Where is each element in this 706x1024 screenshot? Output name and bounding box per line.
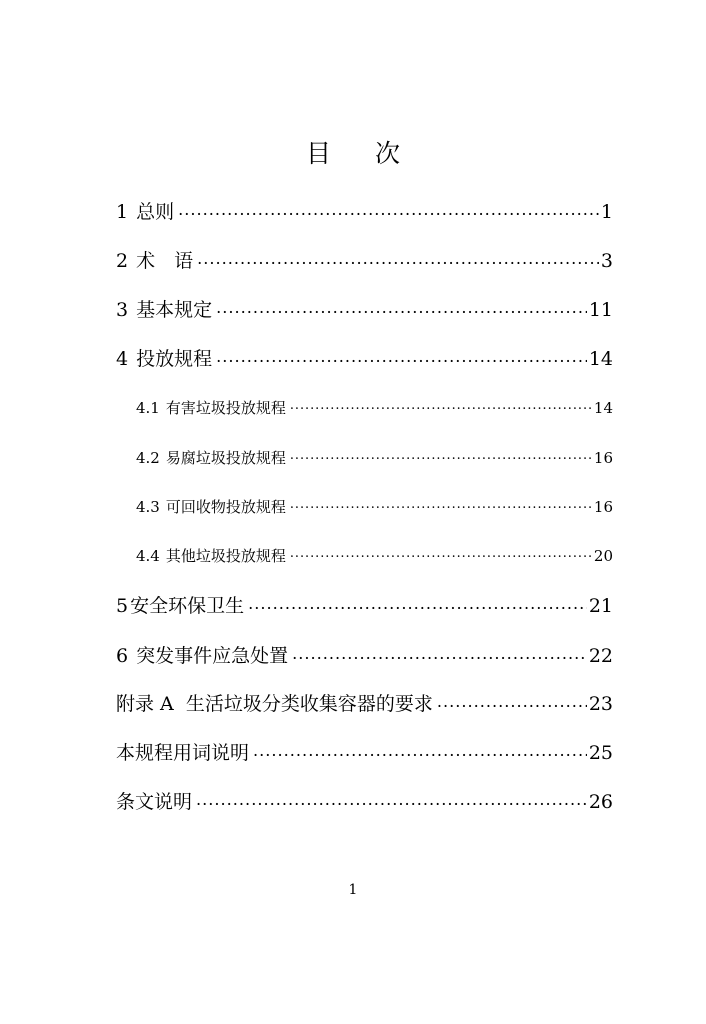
toc-entry-title: 有害垃圾投放规程: [165, 399, 286, 417]
toc-entry-clause-explanation[interactable]: [116, 788, 613, 816]
toc-entry-label: [116, 296, 212, 324]
dot-leader: [290, 398, 592, 413]
toc-entry-disposal-rules[interactable]: [116, 345, 613, 373]
toc-entry-title: 基本规定: [136, 299, 213, 321]
toc-entry-title: 附录 A 生活垃圾分类收集容器的要求: [116, 693, 433, 715]
toc-entry-label: [116, 345, 212, 373]
toc-entry-number: 4.4: [136, 547, 160, 565]
toc-entry-page: 23: [588, 693, 613, 715]
toc-subentry-hazardous[interactable]: [136, 396, 613, 420]
toc-entry-page: 20: [593, 547, 613, 565]
toc-entry-page: 21: [588, 595, 613, 617]
dot-leader: [290, 448, 592, 463]
toc-entry-number: 4: [116, 348, 129, 370]
dot-leader: [253, 740, 587, 759]
toc-entry-title: 本规程用词说明: [116, 742, 250, 764]
toc-entry-page: 22: [588, 645, 613, 667]
toc-entry-label: [116, 690, 433, 718]
dot-leader: [290, 546, 592, 561]
toc-entry-number: 4.3: [136, 498, 160, 516]
dot-leader: [292, 643, 587, 662]
toc-entry-page: 16: [593, 498, 613, 516]
toc-subentry-other-waste[interactable]: [136, 544, 613, 568]
toc-entry-label: [116, 198, 174, 226]
dot-leader: [437, 691, 587, 710]
toc-entry-appendix-a[interactable]: [116, 690, 613, 718]
toc-entry-title: 条文说明: [116, 791, 193, 813]
toc-entry-page: 1: [600, 201, 613, 223]
toc-subentry-perishable[interactable]: [136, 446, 613, 470]
toc-entry-title: 其他垃圾投放规程: [165, 547, 286, 565]
toc-entry-page: 11: [588, 299, 613, 321]
toc-entry-title: 突发事件应急处置: [136, 645, 289, 667]
toc-entry-title: 术 语: [136, 250, 194, 272]
dot-leader: [248, 593, 587, 612]
toc-entry-label: [136, 544, 286, 568]
toc-entry-page: 25: [588, 742, 613, 764]
toc-entry-number: 3: [116, 299, 129, 321]
toc-entry-general[interactable]: [116, 198, 613, 226]
toc-entry-page: 14: [593, 399, 613, 417]
dot-leader: [216, 346, 587, 365]
toc-entry-title: 投放规程: [136, 348, 213, 370]
toc-entry-label: [136, 446, 286, 470]
toc-entry-emergency[interactable]: [116, 642, 613, 670]
toc-entry-title: 易腐垃圾投放规程: [165, 449, 286, 467]
toc-entry-page: 26: [588, 791, 613, 813]
toc-entry-label: [116, 592, 244, 620]
toc-entry-number: 6: [116, 645, 129, 667]
toc-entry-page: 14: [588, 348, 613, 370]
toc-entry-number: 4.1: [136, 399, 160, 417]
toc-entry-page: 3: [600, 250, 613, 272]
toc-entry-label: [116, 739, 249, 767]
dot-leader: [196, 789, 587, 808]
toc-entry-label: [116, 788, 192, 816]
toc-entry-safety[interactable]: [116, 592, 613, 620]
toc-entry-label: [136, 396, 286, 420]
toc-entry-basic-rules[interactable]: [116, 296, 613, 324]
dot-leader: [197, 248, 599, 267]
toc-entry-terms[interactable]: [116, 247, 613, 275]
toc-entry-page: 16: [593, 449, 613, 467]
toc-entry-wording-notes[interactable]: [116, 739, 613, 767]
toc-entry-label: [116, 247, 193, 275]
dot-leader: [216, 297, 587, 316]
toc-entry-number: 5: [116, 595, 129, 617]
toc-entry-label: [116, 642, 288, 670]
dot-leader: [178, 199, 599, 218]
toc-entry-number: 2: [116, 250, 129, 272]
toc-entry-number: 1: [116, 201, 129, 223]
toc-entry-title: 可回收物投放规程: [165, 498, 286, 516]
page-number: 1: [348, 882, 358, 898]
toc-subentry-recyclable[interactable]: [136, 495, 613, 519]
toc-entry-label: [136, 495, 286, 519]
dot-leader: [290, 497, 592, 512]
toc-entry-number: 4.2: [136, 449, 160, 467]
toc-entry-title: 安全环保卫生: [130, 595, 245, 617]
page-title: 目 次: [306, 139, 418, 168]
toc-entry-title: 总则: [136, 201, 175, 223]
